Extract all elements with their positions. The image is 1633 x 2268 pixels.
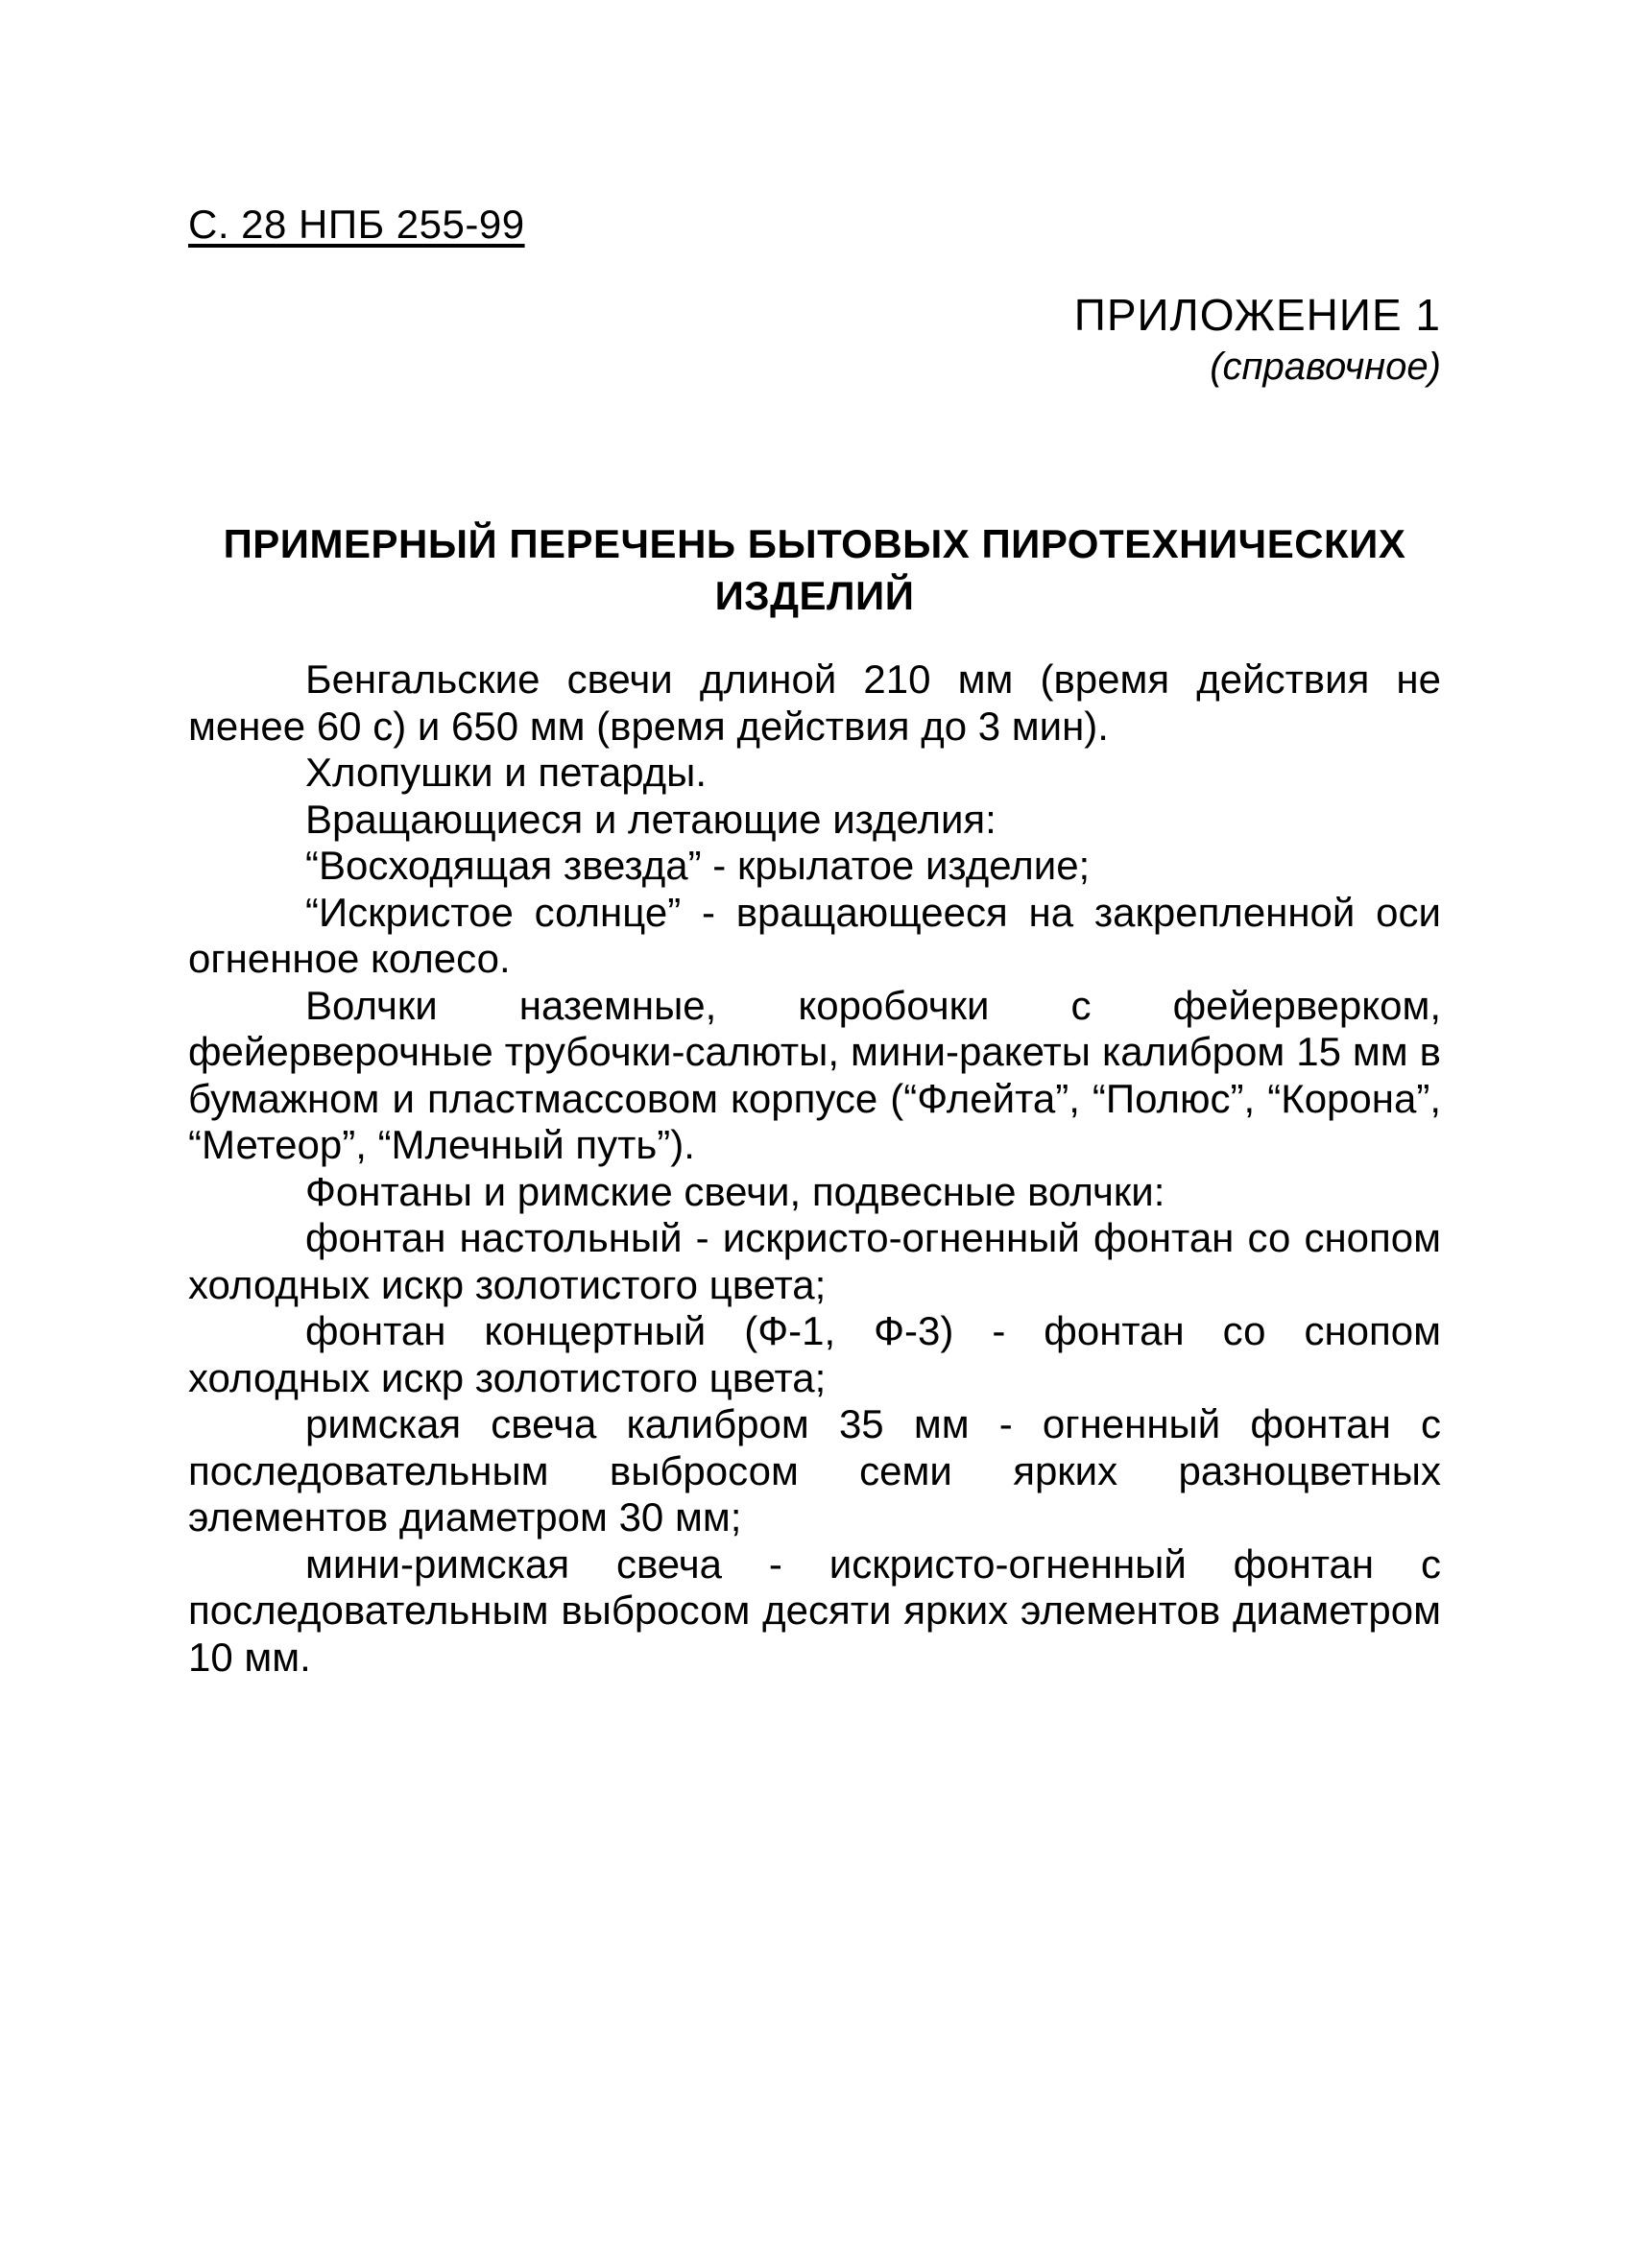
paragraph: “Искристое солнце” - вращающееся на закрепленной оси огненное колесо. <box>188 889 1441 981</box>
paragraph: мини-римская свеча - искристо-огненный фонтан с последовательным выбросом десяти ярких элементов диаметром 10 мм. <box>188 1540 1441 1680</box>
paragraph: Хлопушки и петарды. <box>305 750 708 795</box>
paragraph: римская свеча калибром 35 мм - огненный фонтан с последовательным выбросом семи ярких разноцветных элементов диаметром 30 мм; <box>188 1401 1441 1540</box>
appendix-block <box>1074 288 1441 392</box>
paragraph: фонтан настольный - искристо-огненный фонтан со снопом холодных искр золотистого цвета; <box>188 1215 1441 1307</box>
paragraph: Бенгальские свечи длиной 210 мм (время действия не менее 60 с) и 650 мм (время действия до 3 мин). <box>188 657 1441 749</box>
appendix-note: (справочное) <box>1210 346 1441 388</box>
paragraph: Волчки наземные, коробочки с фейерверком, фейерверочные трубочки-салюты, мини-ракеты калибром 15 мм в бумажном и пластмассовом корпусе (“Флейта”, “Полюс”, “Корона”, “Метеор”, “Млечный путь”). <box>188 982 1441 1167</box>
paragraph: фонтан концертный (Ф-1, Ф-3) - фонтан со снопом холодных искр золотистого цвета; <box>188 1308 1441 1400</box>
document-title: ПРИМЕРНЫЙ ПЕРЕЧЕНЬ БЫТОВЫХ ПИРОТЕХНИЧЕСКИХ ИЗДЕЛИЙ <box>223 521 1406 618</box>
paragraph: Фонтаны и римские свечи, подвесные волчки: <box>305 1168 1165 1214</box>
paragraph: Вращающиеся и летающие изделия: <box>305 796 997 842</box>
paragraph: “Восходящая звезда” - крылатое изделие; <box>305 843 1091 888</box>
appendix-title: ПРИЛОЖЕНИЕ 1 <box>1073 290 1441 340</box>
running-header: С. 28 НПБ 255-99 <box>188 202 525 247</box>
document-body <box>188 657 1441 1681</box>
